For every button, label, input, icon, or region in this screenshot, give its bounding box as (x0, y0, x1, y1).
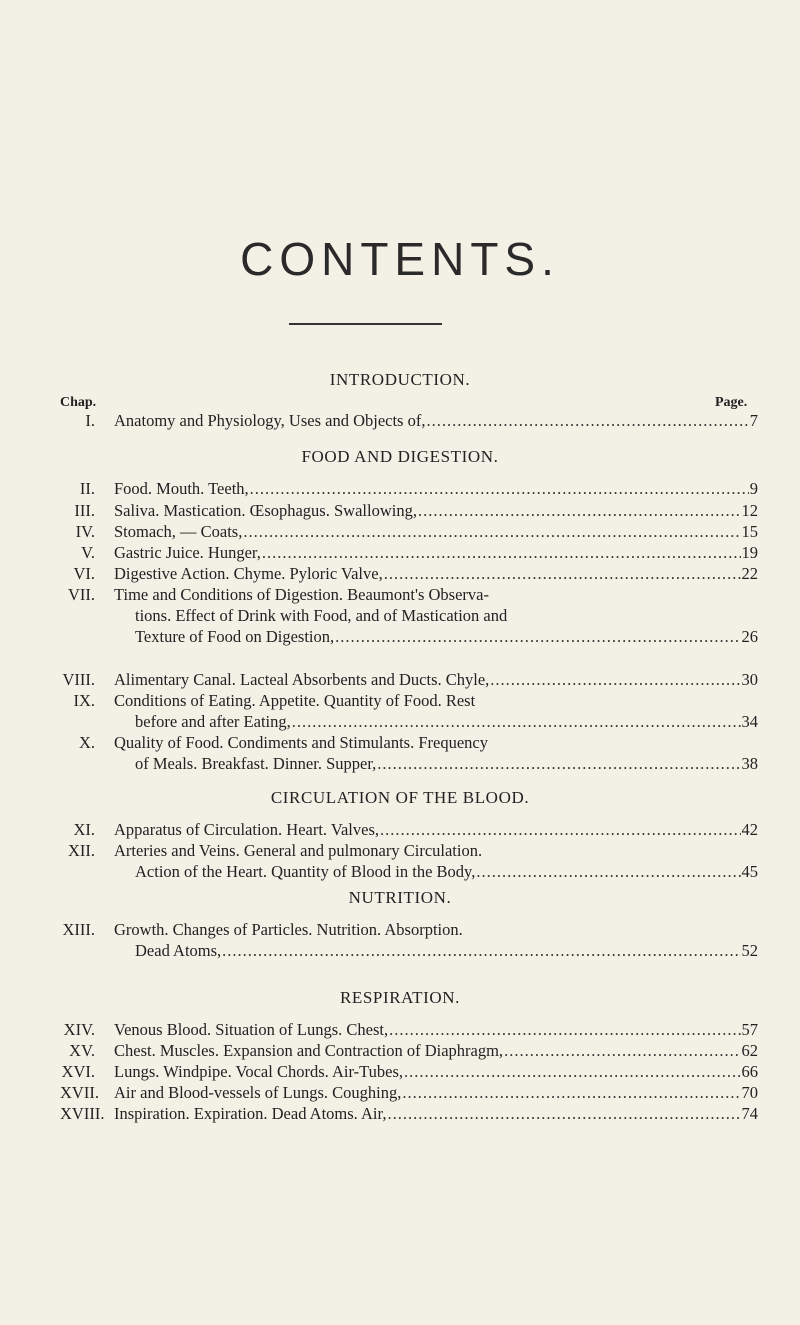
page-title: CONTENTS. (240, 233, 560, 285)
entry-title-line: Venous Blood. Situation of Lungs. Chest, (114, 1020, 389, 1039)
dot-leader (387, 1103, 740, 1124)
title-rule (289, 323, 442, 325)
chapter-number: XIII. (62, 920, 95, 939)
toc-entry (60, 732, 758, 774)
page-column-label: Page. (715, 395, 748, 410)
dot-leader (335, 626, 740, 647)
section-heading-food-and-digestion: FOOD AND DIGESTION. (301, 447, 499, 466)
entry-title-line: Conditions of Eating. Appetite. Quantity of Food. Rest (114, 691, 476, 710)
section-heading-nutrition: NUTRITION. (348, 888, 452, 907)
dot-leader (504, 1040, 740, 1061)
page-number: 7 (749, 411, 758, 430)
dot-leader (389, 1019, 740, 1040)
page-number: 12 (741, 501, 758, 520)
toc-entry (60, 690, 758, 732)
entry-title-line: Food. Mouth. Teeth, (114, 479, 249, 498)
dot-leader (404, 1061, 741, 1082)
toc-entry (60, 840, 758, 882)
chapter-number: V. (81, 543, 95, 562)
dot-leader (292, 711, 741, 732)
page-number: 34 (741, 712, 758, 732)
page-number: 66 (741, 1062, 758, 1081)
entry-title-line: Chest. Muscles. Expansion and Contraction of Diaphragm, (114, 1041, 504, 1060)
chapter-number: XVI. (61, 1062, 95, 1081)
entry-title-line: Digestive Action. Chyme. Pyloric Valve, (114, 564, 383, 583)
toc-entry (60, 563, 758, 584)
entry-title-line: Air and Blood-vessels of Lungs. Coughing, (114, 1083, 402, 1102)
chapter-number: XVII. (60, 1083, 99, 1102)
toc-entry (60, 1040, 758, 1061)
chapter-number: I. (85, 411, 95, 430)
chapter-number: VIII. (62, 670, 95, 689)
toc-entry (60, 819, 758, 840)
entry-title-line: of Meals. Breakfast. Dinner. Supper, (135, 754, 377, 774)
entry-title-line: before and after Eating, (135, 712, 291, 732)
toc-entry (60, 584, 758, 648)
entry-title-line: Quality of Food. Condiments and Stimulants. Frequency (114, 733, 488, 752)
page-number: 57 (741, 1020, 758, 1039)
page-number: 42 (741, 820, 758, 839)
dot-leader (476, 861, 740, 882)
dot-leader (418, 500, 741, 521)
entry-title-line: Inspiration. Expiration. Dead Atoms. Air, (114, 1104, 387, 1123)
chapter-number: XVIII. (60, 1104, 105, 1123)
page-number: 19 (741, 543, 758, 562)
chapter-number: XIV. (63, 1020, 95, 1039)
chap-column-label: Chap. (60, 395, 97, 410)
entry-title-line: Dead Atoms, (135, 941, 222, 961)
toc-entry (60, 478, 758, 499)
toc-entry (60, 1082, 758, 1103)
dot-leader (262, 542, 741, 563)
section-heading-introduction: INTRODUCTION. (329, 370, 471, 389)
section-heading-respiration: RESPIRATION. (339, 988, 461, 1007)
page-number: 62 (741, 1041, 758, 1060)
entry-title-line: Growth. Changes of Particles. Nutrition. Absorption. (114, 920, 463, 939)
chapter-number: III. (74, 501, 95, 520)
dot-leader (384, 563, 741, 584)
dot-leader (222, 940, 740, 961)
chapter-number: X. (78, 733, 95, 752)
page-number: 38 (741, 754, 758, 774)
toc-entry (60, 1061, 758, 1082)
dot-leader (490, 669, 740, 690)
dot-leader (380, 819, 741, 840)
entry-title-line: tions. Effect of Drink with Food, and of Mastication and (135, 606, 508, 626)
entry-title-line: Texture of Food on Digestion, (135, 627, 335, 647)
toc-entry (60, 500, 758, 521)
chapter-number: VI. (73, 564, 95, 583)
page-number: 52 (741, 941, 758, 961)
entry-title-line: Stomach, — Coats, (114, 522, 243, 541)
dot-leader (243, 521, 740, 542)
chapter-number: IX. (73, 691, 95, 710)
toc-entry (60, 410, 758, 431)
entry-title-line: Anatomy and Physiology, Uses and Objects of, (114, 411, 426, 430)
page-number: 74 (741, 1104, 758, 1123)
dot-leader (377, 753, 740, 774)
toc-entry (60, 521, 758, 542)
dot-leader (402, 1082, 740, 1103)
page-number: 9 (749, 479, 758, 498)
entry-title-line: Alimentary Canal. Lacteal Absorbents and Ducts. Chyle, (114, 670, 490, 689)
toc-entry (60, 1103, 758, 1124)
entry-title-line: Saliva. Mastication. Œsophagus. Swallowing, (114, 501, 417, 520)
toc-entry (60, 1019, 758, 1040)
entry-title-line: Gastric Juice. Hunger, (114, 543, 261, 562)
entry-title-line: Lungs. Windpipe. Vocal Chords. Air-Tubes, (114, 1062, 403, 1081)
chapter-number: XII. (67, 841, 95, 860)
entry-title-line: Action of the Heart. Quantity of Blood in the Body, (135, 862, 476, 882)
page-number: 26 (741, 627, 758, 647)
dot-leader (250, 478, 749, 499)
page-number: 45 (741, 862, 758, 882)
section-heading-circulation: CIRCULATION OF THE BLOOD. (270, 788, 530, 807)
chapter-number: II. (79, 479, 95, 498)
page-number: 70 (741, 1083, 758, 1102)
chapter-number: XV. (69, 1041, 95, 1060)
chapter-number: IV. (75, 522, 95, 541)
page-number: 15 (741, 522, 758, 541)
entry-title-line: Apparatus of Circulation. Heart. Valves, (114, 820, 379, 839)
page-number: 30 (741, 670, 758, 689)
toc-entry (60, 542, 758, 563)
toc-entry (60, 669, 758, 690)
toc-entry (60, 919, 758, 961)
entry-title-line: Arteries and Veins. General and pulmonary Circulation. (114, 841, 483, 860)
entry-title-line: Time and Conditions of Digestion. Beaumont's Observa- (114, 585, 489, 604)
chapter-number: VII. (67, 585, 95, 604)
dot-leader (426, 410, 748, 431)
chapter-number: XI. (73, 820, 95, 839)
page-number: 22 (741, 564, 758, 583)
